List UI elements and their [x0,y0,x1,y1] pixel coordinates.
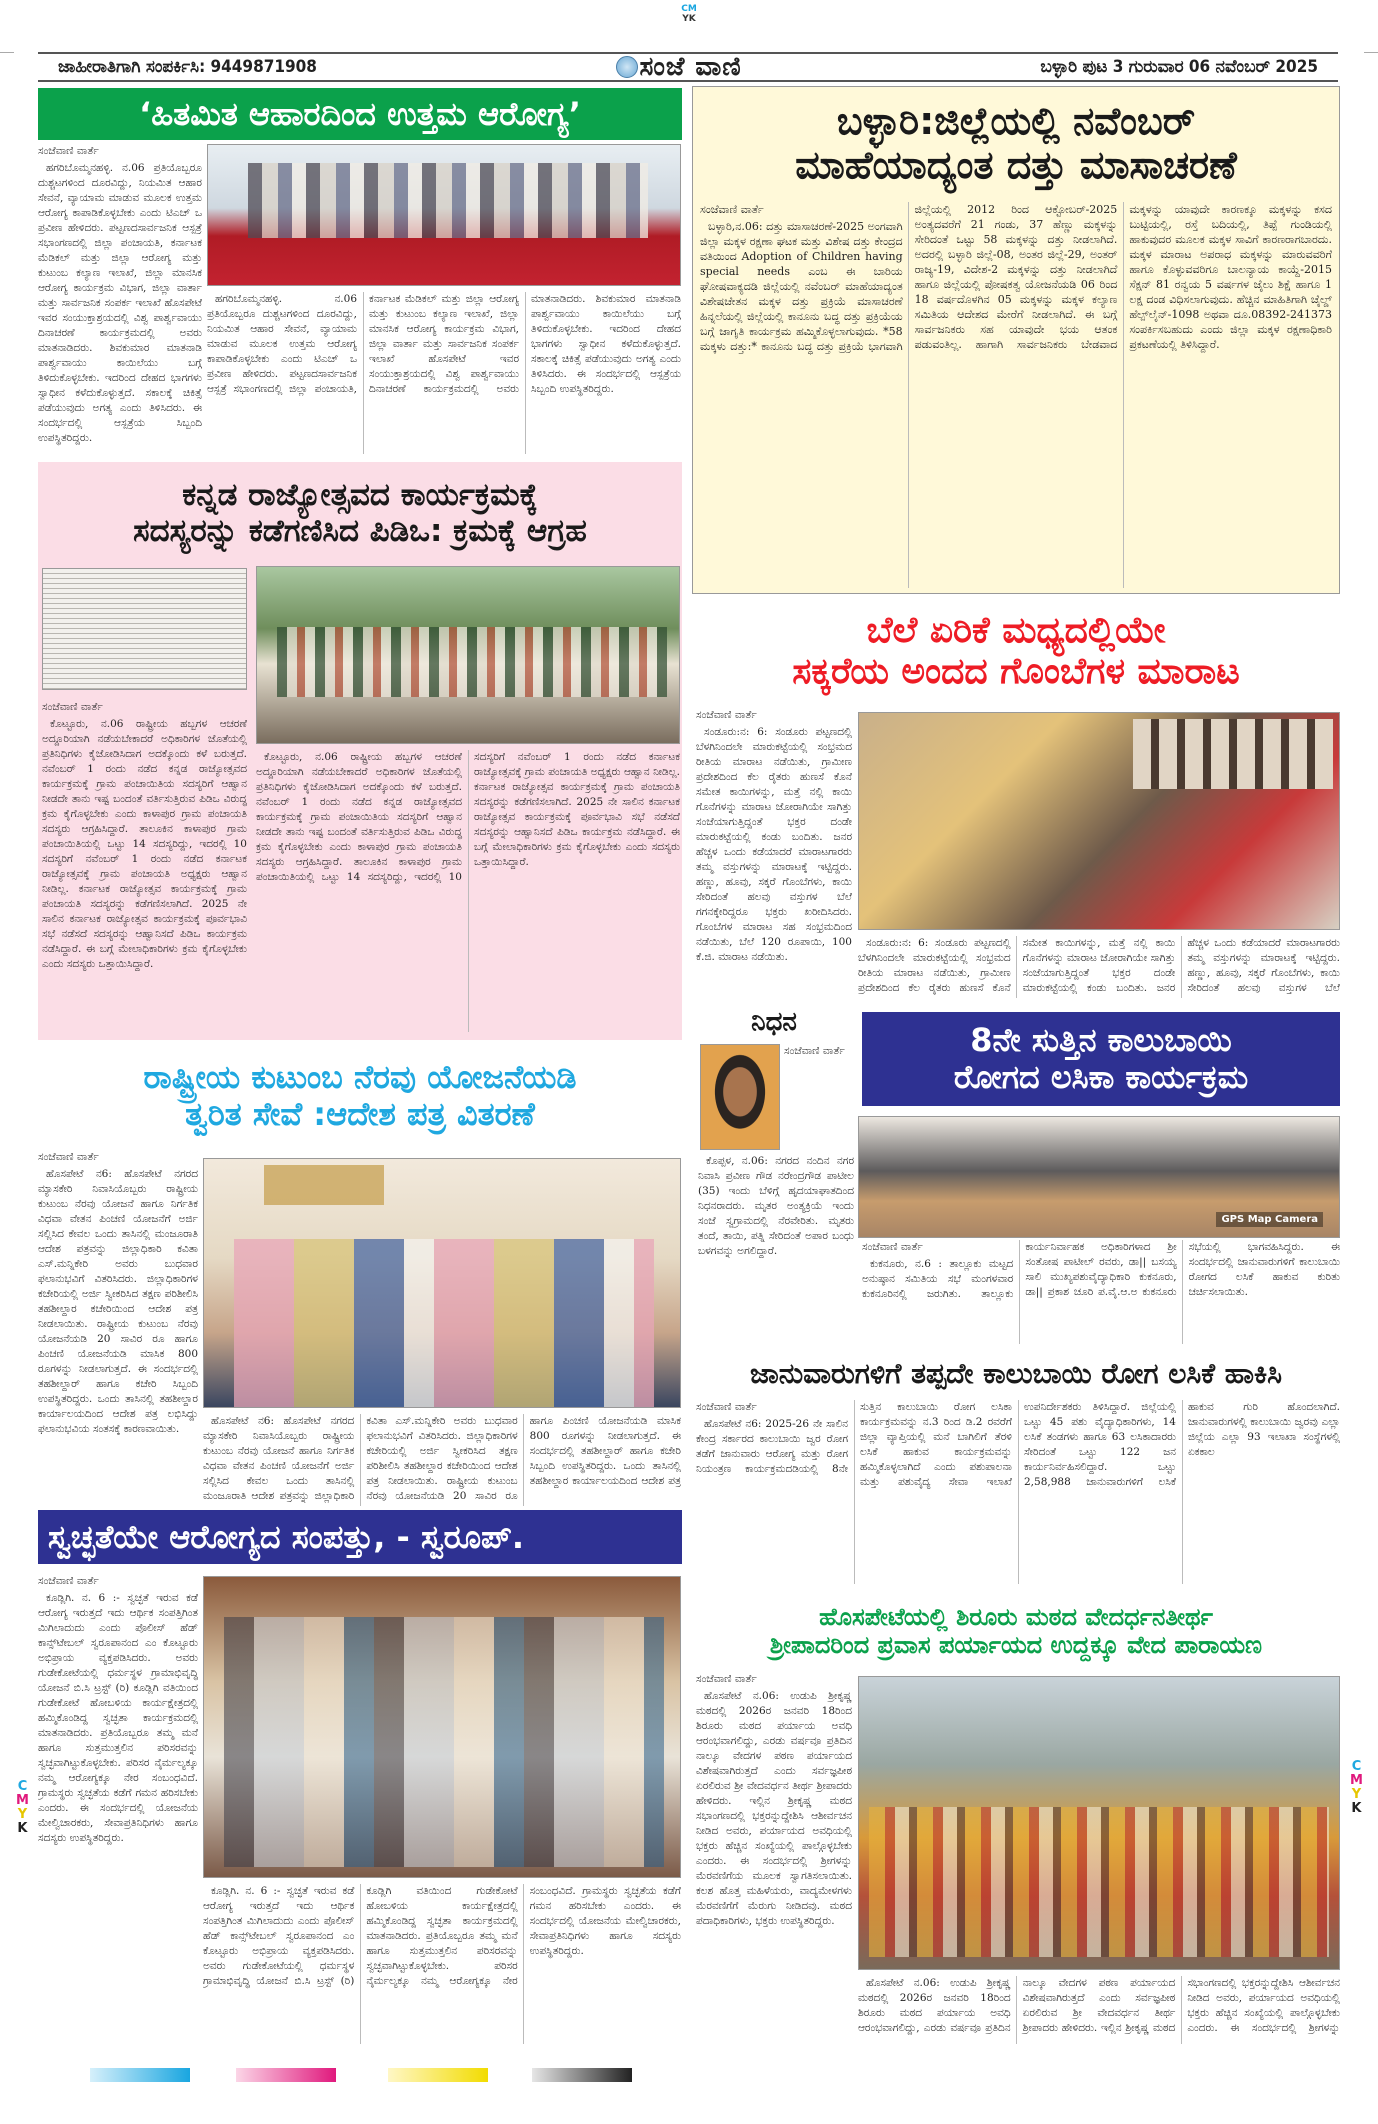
headline-healthy-food: ‘ಹಿತಮಿತ ಆಹಾರದಿಂದ ಉತ್ತಮ ಆರೋಗ್ಯ’ [38,88,682,140]
cmyk-yellow-black: YK [682,14,696,24]
byline: ಸಂಜೆವಾಣಿ ವಾರ್ತೆ [862,1241,923,1253]
photo-people [224,1617,664,1867]
article-text: ಹೊಸಪೇಟೆ ನ.06: ಉಡುಪಿ ಶ್ರೀಕೃಷ್ಣ ಮಠದಲ್ಲಿ 2026ರ ಜನವರಿ 18ರಿಂದ ಶಿರೂರು ಮಠದ ಪರ್ಯಾಯ ಅವಧಿ ಆರಂಭವಾಗಲಿದ್ದು, ಎರಡು ವರ್ಷವೂ ಪ್ರತಿದಿನ ನಾಲ್ಕೂ ವೇದಗಳ ಪಠಣ ಪರ್ಯಾಯದ ವಿಶೇಷವಾಗಿರುತ್ತದೆ ಎಂದು ಸರ್ವಜ್ಞಪೀಠ ಏರಲಿರುವ ಶ್ರೀ ವೇದವರ್ಧನ ತೀರ್ಥ ಶ್ರೀಪಾದರು ಹೇಳಿದರು. ಇಲ್ಲಿನ ಶ್ರೀಕೃಷ್ಣ ಮಠದ ಸಭಾಂಗಣದಲ್ಲಿ ಭಕ್ತರನ್ನುದ್ದೇಶಿಸಿ ಆಶೀರ್ವಚನ ನೀಡಿದ ಅವರು, ಪರ್ಯಾಯದ ಅವಧಿಯಲ್ಲಿ ಭಕ್ತರು ಹೆಚ್ಚಿನ ಸಂಖ್ಯೆಯಲ್ಲಿ ಪಾಲ್ಗೊಳ್ಳಬೇಕು ಎಂದರು. ಈ ಸಂದರ್ಭದಲ್ಲಿ ಶ್ರೀಗಳನ್ನು ಮೆರವಣಿಗೆಯ ಮೂಲಕ ಸ್ವಾಗತಿಸಲಾಯಿತು. ಕಲಶ ಹೊತ್ತ ಮಹಿಳೆಯರು, ವಾದ್ಯಮೇಳಗಳು ಮೆರವಣಿಗೆಗೆ ಮೆರುಗು ನೀಡಿದವು. ಮಠದ ಪದಾಧಿಕಾರಿಗಳು, ಭಕ್ತರು ಉಪಸ್ಥಿತರಿದ್ದರು. [696,1690,852,1927]
photo-procession [858,1676,1340,1970]
photo-complaint-letter [42,568,247,690]
edition-info: ಬಳ್ಳಾರಿ ಪುಟ 3 ಗುರುವಾರ 06 ನವೆಂಬರ್ 2025 [1040,57,1318,77]
masthead [38,52,1338,82]
headline-line-1: ಹೊಸಪೇಟೆಯಲ್ಲಿ ಶಿರೂರು ಮಠದ ವೇದರ್ಧನತೀರ್ಥ [819,1603,1213,1632]
photo-market [858,712,1340,930]
black-bar [532,2068,632,2082]
article-text-continued: ಹೊಸಪೇಟೆ ನ.06: ಉಡುಪಿ ಶ್ರೀಕೃಷ್ಣ ಮಠದಲ್ಲಿ 2026ರ ಜನವರಿ 18ರಿಂದ ಶಿರೂರು ಮಠದ ಪರ್ಯಾಯ ಅವಧಿ ಆರಂಭವಾಗಲಿದ್ದು, ಎರಡು ವರ್ಷವೂ ಪ್ರತಿದಿನ ನಾಲ್ಕೂ ವೇದಗಳ ಪಠಣ ಪರ್ಯಾಯದ ವಿಶೇಷವಾಗಿರುತ್ತದೆ ಎಂದು ಸರ್ವಜ್ಞಪೀಠ ಏರಲಿರುವ ಶ್ರೀ ವೇದವರ್ಧನ ತೀರ್ಥ ಶ್ರೀಪಾದರು ಹೇಳಿದರು. ಇಲ್ಲಿನ ಶ್ರೀಕೃಷ್ಣ ಮಠದ ಸಭಾಂಗಣದಲ್ಲಿ ಭಕ್ತರನ್ನುದ್ದೇಶಿಸಿ ಆಶೀರ್ವಚನ ನೀಡಿದ ಅವರು, ಪರ್ಯಾಯದ ಅವಧಿಯಲ್ಲಿ ಭಕ್ತರು ಹೆಚ್ಚಿನ ಸಂಖ್ಯೆಯಲ್ಲಿ ಪಾಲ್ಗೊಳ್ಳಬೇಕು ಎಂದರು. ಈ ಸಂದರ್ಭದಲ್ಲಿ ಶ್ರೀಗಳನ್ನು [858,1977,1340,2034]
article-body-healthy-food-col1 [38,144,202,454]
article-body-veda-col1 [696,1672,852,2044]
photo-cleanliness-event [203,1576,681,1878]
byline: ಸಂಜೆವಾಣಿ ವಾರ್ತೆ [784,1045,845,1057]
magenta-bar [236,2068,336,2082]
cyan-bar [90,2068,190,2082]
article-body-family-aid-col2 [203,1414,681,1506]
article-body-sugar-toys-col2 [858,936,1340,998]
byline: ಸಂಜೆವಾಣಿ ವಾರ್ತೆ [696,1673,757,1685]
obituary-body [698,1154,854,1344]
color-calibration-bars [0,2068,1378,2082]
globe-icon [616,56,638,78]
article-text: ಹಗರಿಬೊಮ್ಮನಹಳ್ಳಿ. ನ.06 ಪ್ರತಿಯೊಬ್ಬರೂ ದುಶ್ಚಟಗಳಿಂದ ದೂರವಿದ್ದು, ನಿಯಮಿತ ಆಹಾರ ಸೇವನೆ, ವ್ಯಾಯಾಮ ಮಾಡುವ ಮೂಲಕ ಉತ್ತಮ ಆರೋಗ್ಯ ಕಾಪಾಡಿಕೊಳ್ಳಬೇಕು ಎಂದು ಟಿಎಚ್ ಒ ಪ್ರವೀಣ ಹೇಳಿದರು. ಪಟ್ಟಣದಸಾರ್ವಜನಿಕ ಆಸ್ಪತ್ರೆ ಸಭಾಂಗಣದಲ್ಲಿ ಜಿಲ್ಲಾ ಪಂಚಾಯತಿ, ಕರ್ನಾಟಕ ಮೆಡಿಕಲ್ ಮತ್ತು ಜಿಲ್ಲಾ ಆರೋಗ್ಯ ಮತ್ತು ಕುಟುಂಬ ಕಲ್ಯಾಣ ಇಲಾಖೆ, ಜಿಲ್ಲಾ ಮಾನಸಿಕ ಆರೋಗ್ಯ ಕಾರ್ಯಕ್ರಮ ವಿಭಾಗ, ಜಿಲ್ಲಾ ವಾರ್ತಾ ಮತ್ತು ಸಾರ್ವಜನಿಕ ಸಂಪರ್ಕ ಇಲಾಖೆ ಹೊಸಪೇಟೆ ಇವರ ಸಂಯುಕ್ತಾಶ್ರಯದಲ್ಲಿ ವಿಶ್ವ ಪಾರ್ಶ್ವವಾಯು ದಿನಾಚರಣೆ ಕಾರ್ಯಕ್ರಮದಲ್ಲಿ ಅವರು ಮಾತನಾಡಿದರು. ಶಿವಕುಮಾರ ಮಾತನಾಡಿ ಪಾರ್ಶ್ವವಾಯು ಕಾಯಿಲೆಯು ಬಗ್ಗೆ ತಿಳಿದುಕೊಳ್ಳಬೇಕು. ಇದರಿಂದ ದೇಹದ ಭಾಗಗಳು ಸ್ವಾಧೀನ ಕಳೆದುಕೊಳ್ಳುತ್ತದೆ. ಸಕಾಲಕ್ಕೆ ಚಿಕಿತ್ಸೆ ಪಡೆಯುವುದು ಅಗತ್ಯ ಎಂದು ತಿಳಿಸಿದರು. ಈ ಸಂದರ್ಭದಲ್ಲಿ ಆಸ್ಪತ್ರೆಯ ಸಿಬ್ಬಂದಿ ಉಪಸ್ಥಿತರಿದ್ದರು. [38,162,202,444]
crop-mark-left [0,52,14,53]
obituary-text: ಕೊಪ್ಪಳ, ನ.06: ನಗರದ ನಂದಿನ ನಗರ ನಿವಾಸಿ ಪ್ರವೀಣ ಗೌಡ ನರೇಂದ್ರಗೌಡ ಪಾಟೀಲ (35) ಇಂದು ಬೆಳಿಗ್ಗೆ ಹೃದಯಾಘಾತದಿಂದ ನಿಧನರಾದರು. ಮೃತರ ಅಂತ್ಯಕ್ರಿಯೆ ಇಂದು ಸಂಜೆ ಸ್ವಗ್ರಾಮದಲ್ಲಿ ನೆರವೇರಿತು. ಮೃತರು ತಂದೆ, ತಾಯಿ, ಪತ್ನಿ ಸೇರಿದಂತೆ ಅಪಾರ ಬಂಧು ಬಳಗವನ್ನು ಅಗಲಿದ್ದಾರೆ. [698,1155,854,1257]
headline-adoption [692,92,1340,196]
article-text-continued: ಸಂಡೂರು:ನ: 6: ಸಂಡೂರು ಪಟ್ಟಣದಲ್ಲಿ ಬೆಳಗಿನಿಂದಲೇ ಮಾರುಕಟ್ಟೆಯಲ್ಲಿ ಸಂಭ್ರಮದ ರೀತಿಯ ಮಾರಾಟ ನಡೆಯಿತು, ಗ್ರಾಮೀಣ ಪ್ರದೇಶದಿಂದ ಕೆಲ ರೈತರು ಹುಣಸೆ ಕೊನೆ ಸಮೇತ ಕಾಯಿಗಳನ್ನು, ಮತ್ತೆ ನಲ್ಲಿ ಕಾಯಿ ಗೊನೆಗಳನ್ನು ಮಾರಾಟ ಜೋರಾಗಿಯೇ ಸಾಗಿತ್ತು ಸಂಜೆಯಾಗುತ್ತಿದ್ದಂತೆ ಭಕ್ತರ ದಂಡೇ ಮಾರುಕಟ್ಟೆಯಲ್ಲಿ ಕಂಡು ಬಂದಿತು. ಜನರ ಹೆಚ್ಚಳ ಒಂದು ಕಡೆಯಾದರೆ ಮಾರಾಟಗಾರರು ತಮ್ಮ ವಸ್ತುಗಳನ್ನು ಮಾರಾಟಕ್ಕೆ ಇಟ್ಟಿದ್ದರು. ಹಣ್ಣು, ಹೂವು, ಸಕ್ಕರೆ ಗೊಂಬೆಗಳು, ಕಾಯಿ ಸೇರಿದಂತೆ ಹಲವು ವಸ್ತುಗಳ ಬೆಲೆ [858,937,1340,994]
headline-fmd-round [862,1012,1340,1106]
byline: ಸಂಜೆವಾಣಿ ವಾರ್ತೆ [38,1151,99,1163]
byline: ಸಂಜೆವಾಣಿ ವಾರ್ತೆ [42,701,103,713]
photo-banners [1133,719,1333,789]
article-text-continued: ಹೊಸಪೇಟೆ ನ6: ಹೊಸಪೇಟೆ ನಗರದ ಮ್ಯಾಸಕೇರಿ ನಿವಾಸಿಯೊಬ್ಬರು ರಾಷ್ಟ್ರೀಯ ಕುಟುಂಬ ನೆರವು ಯೋಜನೆ ಹಾಗೂ ನಿರ್ಗತಿಕ ವಿಧವಾ ವೇತನ ಪಿಂಚಣಿ ಯೋಜನೆಗೆ ಅರ್ಜಿ ಸಲ್ಲಿಸಿದ ಕೇವಲ ಒಂದು ತಾಸಿನಲ್ಲಿ ಮಂಜೂರಾತಿ ಆದೇಶ ಪತ್ರವನ್ನು ಜಿಲ್ಲಾಧಿಕಾರಿ ಕವಿತಾ ಎಸ್.ಮನ್ನಿಕೇರಿ ಅವರು ಬುಧವಾರ ಫಲಾನುಭವಿಗೆ ವಿತರಿಸಿದರು. ಜಿಲ್ಲಾಧಿಕಾರಿಗಳ ಕಚೇರಿಯಲ್ಲಿ ಅರ್ಜಿ ಸ್ವೀಕರಿಸಿದ ತಕ್ಷಣ ಪರಿಶೀಲಿಸಿ ತಹಶೀಲ್ದಾರ ಕಚೇರಿಯಿಂದ ಆದೇಶ ಪತ್ರ ನೀಡಲಾಯಿತು. ರಾಷ್ಟ್ರೀಯ ಕುಟುಂಬ ನೆರವು ಯೋಜನೆಯಡಿ 20 ಸಾವಿರ ರೂ ಹಾಗೂ ಪಿಂಚಣಿ ಯೋಜನೆಯಡಿ ಮಾಸಿಕ 800 ರೂಗಳನ್ನು ನೀಡಲಾಗುತ್ತದೆ. ಈ ಸಂದರ್ಭದಲ್ಲಿ ತಹಶೀಲ್ದಾರ್ ಹಾಗೂ ಕಚೇರಿ ಸಿಬ್ಬಂದಿ ಉಪಸ್ಥಿತರಿದ್ದರು. ಒಂದು ತಾಸಿನಲ್ಲಿ ತಹಶೀಲ್ದಾರ ಕಾರ್ಯಾಲಯದಿಂದ ಆದೇಶ ಪತ್ರ [203,1415,681,1502]
headline-family-aid [38,1046,682,1146]
photo-health-event [207,144,681,286]
yellow-bar [388,2068,488,2082]
headline-sugar-toys [692,598,1340,704]
obituary-body-col1 [784,1044,854,1152]
headline-line-2: ಶ್ರೀಪಾದರಿಂದ ಪ್ರವಾಸ ಪರ್ಯಾಯದ ಉದ್ದಕ್ಕೂ ವೇದ ಪಾರಾಯಣ [769,1631,1263,1659]
byline: ಸಂಜೆವಾಣಿ ವಾರ್ತೆ [696,709,757,721]
headline-line-2: ಮಾಹೆಯಾದ್ಯಂತ ದತ್ತು ಮಾಸಾಚರಣೆ [795,143,1237,187]
article-body-family-aid-col1 [38,1150,198,1505]
side-registration-right: C M Y K [1350,1759,1363,1816]
headline-vaccinate: ಜಾನುವಾರುಗಳಿಗೆ ತಪ್ಪದೇ ಕಾಲುಬಾಯಿ ರೋಗ ಲಸಿಕೆ ಹಾಕಿಸಿ [750,1356,1282,1390]
byline: ಸಂಜೆವಾಣಿ ವಾರ್ತೆ [38,1575,99,1587]
article-body-vaccinate [696,1400,1340,1584]
photo-crowd [869,1807,1329,1957]
article-text: ಕೂಡ್ಲಿಗಿ. ನ. 6 :- ಸ್ವಚ್ಛತೆ ಇರುವ ಕಡೆ ಆರೋಗ್ಯ ಇರುತ್ತದೆ ಇದು ಆರ್ಥಿಕ ಸಂಪತ್ತಿಗಿಂತ ಮಿಗಿಲಾದುದು ಎಂದು ಪೊಲೀಸ್ ಹೆಡ್ ಕಾನ್ಸ್‌ಟೇಬಲ್ ಸ್ವರೂಪಾನಂದ ಎಂ ಕೊಟ್ಟೂರು ಅಭಿಪ್ರಾಯ ವ್ಯಕ್ತಪಡಿಸಿದರು. ಅವರು ಗುಡೇಕೋಟೆಯಲ್ಲಿ ಧರ್ಮಸ್ಥಳ ಗ್ರಾಮಾಭಿವೃದ್ಧಿ ಯೋಜನೆ ಬಿ.ಸಿ ಟ್ರಸ್ಟ್ (ರಿ) ಕೂಡ್ಲಿಗಿ ವತಿಯಿಂದ ಗುಡೇಕೋಟೆ ಹೋಬಳಿಯ ಕಾರ್ಯಕ್ಷೇತ್ರದಲ್ಲಿ ಹಮ್ಮಿಕೊಂಡಿದ್ದ ಸ್ವಚ್ಛತಾ ಕಾರ್ಯಕ್ರಮದಲ್ಲಿ ಮಾತನಾಡಿದರು. ಪ್ರತಿಯೊಬ್ಬರೂ ತಮ್ಮ ಮನೆ ಹಾಗೂ ಸುತ್ತಮುತ್ತಲಿನ ಪರಿಸರವನ್ನು ಸ್ವಚ್ಛವಾಗಿಟ್ಟುಕೊಳ್ಳಬೇಕು. ಪರಿಸರ ನೈರ್ಮಲ್ಯಕ್ಕೂ ನಮ್ಮ ಆರೋಗ್ಯಕ್ಕೂ ನೇರ ಸಂಬಂಧವಿದೆ. ಗ್ರಾಮಸ್ಥರು ಸ್ವಚ್ಛತೆಯ ಕಡೆಗೆ ಗಮನ ಹರಿಸಬೇಕು ಎಂದರು. ಈ ಸಂದರ್ಭದಲ್ಲಿ ಯೋಜನೆಯ ಮೇಲ್ವಿಚಾರಕರು, ಸೇವಾಪ್ರತಿನಿಧಿಗಳು ಹಾಗೂ ಸದಸ್ಯರು ಉಪಸ್ಥಿತರಿದ್ದರು. [38,1592,198,1844]
article-text: ಹೊಸಪೇಟೆ ನ6: 2025-26 ನೇ ಸಾಲಿನ ಕೇಂದ್ರ ಸರ್ಕಾರದ ಕಾಲುಬಾಯಿ ಜ್ವರ ರೋಗ ತಡೆಗೆ ಜಾನುವಾರು ಆರೋಗ್ಯ ಮತ್ತು ರೋಗ ನಿಯಂತ್ರಣ ಕಾರ್ಯಕ್ರಮದಡಿಯಲ್ಲಿ 8ನೇ ಸುತ್ತಿನ ಕಾಲುಬಾಯಿ ರೋಗ ಲಸಿಕಾ ಕಾರ್ಯಕ್ರಮವನ್ನು ನ.3 ರಿಂದ ಡಿ.2 ರವರೆಗೆ ಜಿಲ್ಲಾ ವ್ಯಾಪ್ತಿಯಲ್ಲಿ ಮನೆ ಬಾಗಿಲಿಗೆ ತೆರಳಿ ಲಸಿಕೆ ಹಾಕುವ ಕಾರ್ಯಕ್ರಮವನ್ನು ಹಮ್ಮಿಕೊಳ್ಳಲಾಗಿದೆ ಎಂದು ಪಶುಪಾಲನಾ ಮತ್ತು ಪಶುವೈದ್ಯ ಸೇವಾ ಇಲಾಖೆ ಉಪನಿರ್ದೇಶಕರು ತಿಳಿಸಿದ್ದಾರೆ. ಜಿಲ್ಲೆಯಲ್ಲಿ ಒಟ್ಟು 45 ಪಶು ವೈದ್ಯಾಧಿಕಾರಿಗಳು, 14 ಲಸಿಕೆ ತಂಡಗಳು ಹಾಗೂ 63 ಲಸಿಕಾದಾರರು ಸೇರಿದಂತೆ ಒಟ್ಟು 122 ಜನ ಕಾರ್ಯನಿರ್ವಹಿಸಲಿದ್ದಾರೆ. ಒಟ್ಟು 2,58,988 ಜಾನುವಾರುಗಳಿಗೆ ಲಸಿಕೆ ಹಾಕುವ ಗುರಿ ಹೊಂದಲಾಗಿದೆ. ಜಾನುವಾರುಗಳಲ್ಲಿ ಕಾಲುಬಾಯಿ ಜ್ವರವು ಎಲ್ಲಾ ಜಿಲ್ಲೆಯ ಎಲ್ಲಾ 93 ಇಲಾಖಾ ಸಂಸ್ಥೆಗಳಲ್ಲಿ ಏಕಕಾಲ [696,1401,1340,1488]
side-registration-left: C M Y K [16,1779,29,1836]
article-text: ಕುಕನೂರು, ನ.6 : ತಾಲ್ಲೂಕು ಮಟ್ಟದ ಅನುಷ್ಠಾನ ಸಮಿತಿಯ ಸಭೆ ಮಂಗಳವಾರ ಕುಕನೂರಿನಲ್ಲಿ ಜರುಗಿತು. ತಾಲ್ಲೂಕು ಕಾರ್ಯನಿರ್ವಾಹಕ ಅಧಿಕಾರಿಗಳಾದ ಶ್ರೀ ಸಂತೋಷ ಪಾಟೀಲ್ ರವರು, ಡಾ|| ಬಸಯ್ಯ ಸಾಲಿ ಮುಖ್ಯಪಶುವೈದ್ಯಾಧಿಕಾರಿ ಕುಕನೂರು, ಡಾ|| ಪ್ರಕಾಶ ಚೂರಿ ಪ.ವೈ.ಆ.ಅ ಕುಕನೂರು ಸಭೆಯಲ್ಲಿ ಭಾಗವಹಿಸಿದ್ದರು. ಈ ಸಂದರ್ಭದಲ್ಲಿ ಜಾನುವಾರುಗಳಿಗೆ ಕಾಲುಬಾಯಿ ರೋಗದ ಲಸಿಕೆ ಹಾಕುವ ಕುರಿತು ಚರ್ಚಿಸಲಾಯಿತು. [862,1241,1340,1300]
article-text: ಹೊಸಪೇಟೆ ನ6: ಹೊಸಪೇಟೆ ನಗರದ ಮ್ಯಾಸಕೇರಿ ನಿವಾಸಿಯೊಬ್ಬರು ರಾಷ್ಟ್ರೀಯ ಕುಟುಂಬ ನೆರವು ಯೋಜನೆ ಹಾಗೂ ನಿರ್ಗತಿಕ ವಿಧವಾ ವೇತನ ಪಿಂಚಣಿ ಯೋಜನೆಗೆ ಅರ್ಜಿ ಸಲ್ಲಿಸಿದ ಕೇವಲ ಒಂದು ತಾಸಿನಲ್ಲಿ ಮಂಜೂರಾತಿ ಆದೇಶ ಪತ್ರವನ್ನು ಜಿಲ್ಲಾಧಿಕಾರಿ ಕವಿತಾ ಎಸ್.ಮನ್ನಿಕೇರಿ ಅವರು ಬುಧವಾರ ಫಲಾನುಭವಿಗೆ ವಿತರಿಸಿದರು. ಜಿಲ್ಲಾಧಿಕಾರಿಗಳ ಕಚೇರಿಯಲ್ಲಿ ಅರ್ಜಿ ಸ್ವೀಕರಿಸಿದ ತಕ್ಷಣ ಪರಿಶೀಲಿಸಿ ತಹಶೀಲ್ದಾರ ಕಚೇರಿಯಿಂದ ಆದೇಶ ಪತ್ರ ನೀಡಲಾಯಿತು. ರಾಷ್ಟ್ರೀಯ ಕುಟುಂಬ ನೆರವು ಯೋಜನೆಯಡಿ 20 ಸಾವಿರ ರೂ ಹಾಗೂ ಪಿಂಚಣಿ ಯೋಜನೆಯಡಿ ಮಾಸಿಕ 800 ರೂಗಳನ್ನು ನೀಡಲಾಗುತ್ತದೆ. ಈ ಸಂದರ್ಭದಲ್ಲಿ ತಹಶೀಲ್ದಾರ್ ಹಾಗೂ ಕಚೇರಿ ಸಿಬ್ಬಂದಿ ಉಪಸ್ಥಿತರಿದ್ದರು. ಒಂದು ತಾಸಿನಲ್ಲಿ ತಹಶೀಲ್ದಾರ ಕಾರ್ಯಾಲಯದಿಂದ ಆದೇಶ ಪತ್ರ ಲಭಿಸಿದ್ದು ಫಲಾನುಭವಿಯ ಸಂತಸಕ್ಕೆ ಕಾರಣವಾಯಿತು. [38,1168,198,1435]
headline-line-2: ಸದಸ್ಯರನ್ನು ಕಡೆಗಣಿಸಿದ ಪಿಡಿಒ: ಕ್ರಮಕ್ಕೆ ಆಗ್ರಹ [133,513,587,549]
gps-camera-watermark: GPS Map Camera [1216,1212,1323,1227]
byline: ಸಂಜೆವಾಣಿ ವಾರ್ತೆ [696,1401,757,1413]
logo-text: ಸಂಜೆ ವಾಣಿ [639,51,742,82]
registration-mark [676,4,702,24]
byline: ಸಂಜೆವಾಣಿ ವಾರ್ತೆ [700,203,764,216]
article-body-cleanliness-col1 [38,1574,198,2044]
headline-line-2: ತ್ವರಿತ ಸೇವೆ :ಆದೇಶ ಪತ್ರ ವಿತರಣೆ [185,1095,535,1133]
article-body-adoption [700,202,1332,588]
article-text-continued: ಕೂಡ್ಲಿಗಿ. ನ. 6 :- ಸ್ವಚ್ಛತೆ ಇರುವ ಕಡೆ ಆರೋಗ್ಯ ಇರುತ್ತದೆ ಇದು ಆರ್ಥಿಕ ಸಂಪತ್ತಿಗಿಂತ ಮಿಗಿಲಾದುದು ಎಂದು ಪೊಲೀಸ್ ಹೆಡ್ ಕಾನ್ಸ್‌ಟೇಬಲ್ ಸ್ವರೂಪಾನಂದ ಎಂ ಕೊಟ್ಟೂರು ಅಭಿಪ್ರಾಯ ವ್ಯಕ್ತಪಡಿಸಿದರು. ಅವರು ಗುಡೇಕೋಟೆಯಲ್ಲಿ ಧರ್ಮಸ್ಥಳ ಗ್ರಾಮಾಭಿವೃದ್ಧಿ ಯೋಜನೆ ಬಿ.ಸಿ ಟ್ರಸ್ಟ್ (ರಿ) ಕೂಡ್ಲಿಗಿ ವತಿಯಿಂದ ಗುಡೇಕೋಟೆ ಹೋಬಳಿಯ ಕಾರ್ಯಕ್ಷೇತ್ರದಲ್ಲಿ ಹಮ್ಮಿಕೊಂಡಿದ್ದ ಸ್ವಚ್ಛತಾ ಕಾರ್ಯಕ್ರಮದಲ್ಲಿ ಮಾತನಾಡಿದರು. ಪ್ರತಿಯೊಬ್ಬರೂ ತಮ್ಮ ಮನೆ ಹಾಗೂ ಸುತ್ತಮುತ್ತಲಿನ ಪರಿಸರವನ್ನು ಸ್ವಚ್ಛವಾಗಿಟ್ಟುಕೊಳ್ಳಬೇಕು. ಪರಿಸರ ನೈರ್ಮಲ್ಯಕ್ಕೂ ನಮ್ಮ ಆರೋಗ್ಯಕ್ಕೂ ನೇರ ಸಂಬಂಧವಿದೆ. ಗ್ರಾಮಸ್ಥರು ಸ್ವಚ್ಛತೆಯ ಕಡೆಗೆ ಗಮನ ಹರಿಸಬೇಕು ಎಂದರು. ಈ ಸಂದರ್ಭದಲ್ಲಿ ಯೋಜನೆಯ ಮೇಲ್ವಿಚಾರಕರು, ಸೇವಾಪ್ರತಿನಿಧಿಗಳು ಹಾಗೂ ಸದಸ್ಯರು ಉಪಸ್ಥಿತರಿದ್ದರು. [203,1885,681,1987]
headline-line-1: ರಾಷ್ಟ್ರೀಯ ಕುಟುಂಬ ನೆರವು ಯೋಜನೆಯಡಿ [143,1058,577,1097]
photo-meeting [858,1116,1340,1238]
headline-line-1: 8ನೇ ಸುತ್ತಿನ ಕಾಲುಬಾಯಿ [970,1021,1232,1060]
photo-people [234,1239,654,1407]
byline: ಸಂಜೆವಾಣಿ ವಾರ್ತೆ [38,145,99,157]
article-body-rajyotsava-col1 [42,700,247,1032]
crop-mark-right [1364,52,1378,53]
ad-contact: ಜಾಹೀರಾತಿಗಾಗಿ ಸಂಪರ್ಕಿಸಿ: 9449871908 [58,57,317,77]
photo-people-group [248,163,648,238]
headline-line-1: ಬೆಲೆ ಏರಿಕೆ ಮಧ್ಯದಲ್ಲಿಯೇ [866,609,1166,651]
article-body-healthy-food-col2 [207,292,681,454]
cmyk-cyan-magenta: CM [681,4,697,14]
photo-emblem [264,1165,384,1205]
article-body-rajyotsava-col2 [256,750,680,1032]
headline-line-2: ಸಕ್ಕರೆಯ ಅಂದದ ಗೊಂಬೆಗಳ ಮಾರಾಟ [792,651,1240,692]
headline-veda [692,1594,1340,1670]
article-text: ಬಳ್ಳಾರಿ,ನ.06: ದತ್ತು ಮಾಸಾಚರಣೆ-2025 ಅಂಗವಾಗಿ ಜಿಲ್ಲಾ ಮಕ್ಕಳ ರಕ್ಷಣಾ ಘಟಕ ಮತ್ತು ವಿಶೇಷ ದತ್ತು ಕೇಂದ್ರದ ವತಿಯಿಂದ Adoption of Children having special needs ಎಂಬ ಈ ಬಾರಿಯ ಘೋಷವಾಕ್ಯದಡಿ ಜಿಲ್ಲೆಯಲ್ಲಿ ನವೆಂಬರ್ ಮಾಹೆಯಾದ್ಯಂತ ವಿಶೇಷಚೇತನ ಮಕ್ಕಳ ದತ್ತು ಪ್ರಕ್ರಿಯೆ ಮಾಸಾಚರಣೆ ಹಿನ್ನಲೆಯಲ್ಲಿ ಜಿಲ್ಲೆಯಲ್ಲಿ ಕಾನೂನು ಬದ್ಧ ದತ್ತು ಪ್ರಕ್ರಿಯೆಯ ಬಗ್ಗೆ ಜಾಗೃತಿ ಕಾರ್ಯಕ್ರಮ ಹಮ್ಮಿಕೊಳ್ಳಲಾಗುವುದು. *58 ಮಕ್ಕಳು ದತ್ತು:* ಕಾನೂನು ಬದ್ಧ ದತ್ತು ಪ್ರಕ್ರಿಯೆ ಭಾಗವಾಗಿ ಜಿಲ್ಲೆಯಲ್ಲಿ 2012 ರಿಂದ ಆಕ್ಟೋಬರ್-2025 ಅಂತ್ಯದವರೆಗೆ 21 ಗಂಡು, 37 ಹೆಣ್ಣು ಮಕ್ಕಳನ್ನು ಸೇರಿದಂತೆ ಒಟ್ಟು 58 ಮಕ್ಕಳನ್ನು ದತ್ತು ನೀಡಲಾಗಿದೆ. ಅದರಲ್ಲಿ ಬಳ್ಳಾರಿ ಜಿಲ್ಲೆ-08, ಅಂತರ ಜಿಲ್ಲೆ-29, ಅಂತರ್ ರಾಜ್ಯ-19, ವಿದೇಶ-2 ಮಕ್ಕಳನ್ನು ದತ್ತು ನೀಡಲಾಗಿದೆ ಹಾಗೂ ಜಿಲ್ಲೆಯಲ್ಲಿ ಪೋಷಕತ್ವ ಯೋಜನೆಯಡಿ 06 ರಿಂದ 18 ವರ್ಷದೊಳಗಿನ 05 ಮಕ್ಕಳನ್ನು ಮಕ್ಕಳ ಕಲ್ಯಾಣ ಸಮಿತಿಯ ಆದೇಶದ ಮೇರೆಗೆ ನೀಡಲಾಗಿದೆ. ಈ ಬಗ್ಗೆ ಸಾರ್ವಜನಿಕರು ಸಹ ಯಾವುದೇ ಭಯ ಆತಂಕ ಪಡುವಂತಿಲ್ಲ. ಹಾಗಾಗಿ ಸಾರ್ವಜನಿಕರು ಬೇಡವಾದ ಮಕ್ಕಳನ್ನು ಯಾವುದೇ ಕಾರಣಕ್ಕೂ ಮಕ್ಕಳನ್ನು ಕಸದ ಬುಟ್ಟಿಯಲ್ಲಿ, ರಸ್ತೆ ಬದಿಯಲ್ಲಿ, ತಿಪ್ಪೆ ಗುಂಡಿಯಲ್ಲಿ ಹಾಕುವುದರ ಮೂಲಕ ಮಕ್ಕಳ ಸಾವಿಗೆ ಕಾರಣರಾಗಬಾರದು. ಮಕ್ಕಳ ಮಾರಾಟ ಅಪರಾಧ ಮಕ್ಕಳನ್ನು ಮಾರುವವರಿಗೆ ಹಾಗೂ ಕೊಳ್ಳುವವರಿಗೂ ಬಾಲನ್ಯಾಯ ಕಾಯ್ದೆ-2015 ಸೆಕ್ಷನ್ 81 ರನ್ವಯ 5 ವರ್ಷಗಳ ಜೈಲು ಶಿಕ್ಷೆ ಹಾಗೂ 1 ಲಕ್ಷ ದಂಡ ವಿಧಿಸಲಾಗುವುದು. ಹೆಚ್ಚಿನ ಮಾಹಿತಿಗಾಗಿ ಚೈಲ್ಡ್ ಹೆಲ್ಪ್‌ಲೈನ್-1098 ಅಥವಾ ದೂ.08392-241373 ಸಂಪರ್ಕಿಸಬಹುದು ಎಂದು ಜಿಲ್ಲಾ ಮಕ್ಕಳ ರಕ್ಷಣಾಧಿಕಾರಿ ಪ್ರಕಟಣೆಯಲ್ಲಿ ತಿಳಿಸಿದ್ದಾರೆ. [700,203,1332,353]
article-text-continued: ಕೊಟ್ಟೂರು, ನ.06 ರಾಷ್ಟ್ರೀಯ ಹಬ್ಬಗಳ ಆಚರಣೆ ಅದ್ದೂರಿಯಾಗಿ ನಡೆಯಬೇಕಾದರೆ ಅಧಿಕಾರಿಗಳ ಜೊತೆಯಲ್ಲಿ ಪ್ರತಿನಿಧಿಗಳು ಕೈಜೋಡಿಸಿದಾಗ ಅದಕ್ಕೊಂದು ಕಳೆ ಬರುತ್ತದೆ. ನವೆಂಬರ್ 1 ರಂದು ನಡೆದ ಕನ್ನಡ ರಾಜ್ಯೋತ್ಸವದ ಕಾರ್ಯಕ್ರಮಕ್ಕೆ ಗ್ರಾಮ ಪಂಚಾಯಿತಿಯ ಸದಸ್ಯರಿಗೆ ಆಹ್ವಾನ ನೀಡದೇ ತಾನು ಇಷ್ಟ ಬಂದಂತೆ ವರ್ತಿಸುತ್ತಿರುವ ಪಿಡಿಒ ವಿರುದ್ಧ ಕ್ರಮ ಕೈಗೊಳ್ಳಬೇಕು ಎಂದು ಕಾಳಾಪುರ ಗ್ರಾಮ ಪಂಚಾಯತಿ ಸದಸ್ಯರು ಆಗ್ರಹಿಸಿದ್ದಾರೆ. ತಾಲೂಕಿನ ಕಾಳಾಪುರ ಗ್ರಾಮ ಪಂಚಾಯಿತಿಯಲ್ಲಿ ಒಟ್ಟು 14 ಸದಸ್ಯರಿದ್ದು, ಇದರಲ್ಲಿ 10 ಸದಸ್ಯರಿಗೆ ನವೆಂಬರ್ 1 ರಂದು ನಡೆದ ಕರ್ನಾಟಕ ರಾಜ್ಯೋತ್ಸವಕ್ಕೆ ಗ್ರಾಮ ಪಂಚಾಯತಿ ಅಧ್ಯಕ್ಷರು ಆಹ್ವಾನ ನೀಡಿಲ್ಲ. ಕರ್ನಾಟಕ ರಾಜ್ಯೋತ್ಸವ ಕಾರ್ಯಕ್ರಮಕ್ಕೆ ಗ್ರಾಮ ಪಂಚಾಯತಿ ಸದಸ್ಯರನ್ನು ಕಡೆಗಣಿಸಲಾಗಿದೆ. 2025 ನೇ ಸಾಲಿನ ಕರ್ನಾಟಕ ರಾಜ್ಯೋತ್ಸವ ಕಾರ್ಯಕ್ರಮಕ್ಕೆ ಪೂರ್ವಭಾವಿ ಸಭೆ ನಡೆಸದೆ ಸದಸ್ಯರನ್ನು ಆಹ್ವಾನಿಸದೆ ಪಿಡಿಒ ಕಾರ್ಯಕ್ರಮ ನಡೆಸಿದ್ದಾರೆ. ಈ ಬಗ್ಗೆ ಮೇಲಾಧಿಕಾರಿಗಳು ಕ್ರಮ ಕೈಗೊಳ್ಳಬೇಕು ಎಂದು ಸದಸ್ಯರು ಒತ್ತಾಯಿಸಿದ್ದಾರೆ. [256,751,680,883]
newspaper-logo [616,52,742,83]
photo-order-distribution [203,1158,681,1408]
photo-people-row [277,627,667,697]
headline-rajyotsava [38,466,682,562]
headline-line-1: ಬಳ್ಳಾರಿ:ಜಿಲ್ಲೆಯಲ್ಲಿ ನವೆಂಬರ್ [836,99,1196,144]
headline-line-1: ಕನ್ನಡ ರಾಜ್ಯೋತ್ಸವದ ಕಾರ್ಯಕ್ರಮಕ್ಕೆ [182,477,538,514]
article-body-veda-col2 [858,1976,1340,2044]
article-text-continued: ಹಗರಿಬೊಮ್ಮನಹಳ್ಳಿ. ನ.06 ಪ್ರತಿಯೊಬ್ಬರೂ ದುಶ್ಚಟಗಳಿಂದ ದೂರವಿದ್ದು, ನಿಯಮಿತ ಆಹಾರ ಸೇವನೆ, ವ್ಯಾಯಾಮ ಮಾಡುವ ಮೂಲಕ ಉತ್ತಮ ಆರೋಗ್ಯ ಕಾಪಾಡಿಕೊಳ್ಳಬೇಕು ಎಂದು ಟಿಎಚ್ ಒ ಪ್ರವೀಣ ಹೇಳಿದರು. ಪಟ್ಟಣದಸಾರ್ವಜನಿಕ ಆಸ್ಪತ್ರೆ ಸಭಾಂಗಣದಲ್ಲಿ ಜಿಲ್ಲಾ ಪಂಚಾಯತಿ, ಕರ್ನಾಟಕ ಮೆಡಿಕಲ್ ಮತ್ತು ಜಿಲ್ಲಾ ಆರೋಗ್ಯ ಮತ್ತು ಕುಟುಂಬ ಕಲ್ಯಾಣ ಇಲಾಖೆ, ಜಿಲ್ಲಾ ಮಾನಸಿಕ ಆರೋಗ್ಯ ಕಾರ್ಯಕ್ರಮ ವಿಭಾಗ, ಜಿಲ್ಲಾ ವಾರ್ತಾ ಮತ್ತು ಸಾರ್ವಜನಿಕ ಸಂಪರ್ಕ ಇಲಾಖೆ ಹೊಸಪೇಟೆ ಇವರ ಸಂಯುಕ್ತಾಶ್ರಯದಲ್ಲಿ ವಿಶ್ವ ಪಾರ್ಶ್ವವಾಯು ದಿನಾಚರಣೆ ಕಾರ್ಯಕ್ರಮದಲ್ಲಿ ಅವರು ಮಾತನಾಡಿದರು. ಶಿವಕುಮಾರ ಮಾತನಾಡಿ ಪಾರ್ಶ್ವವಾಯು ಕಾಯಿಲೆಯು ಬಗ್ಗೆ ತಿಳಿದುಕೊಳ್ಳಬೇಕು. ಇದರಿಂದ ದೇಹದ ಭಾಗಗಳು ಸ್ವಾಧೀನ ಕಳೆದುಕೊಳ್ಳುತ್ತದೆ. ಸಕಾಲಕ್ಕೆ ಚಿಕಿತ್ಸೆ ಪಡೆಯುವುದು ಅಗತ್ಯ ಎಂದು ತಿಳಿಸಿದರು. ಈ ಸಂದರ್ಭದಲ್ಲಿ ಆಸ್ಪತ್ರೆಯ ಸಿಬ್ಬಂದಿ ಉಪಸ್ಥಿತರಿದ್ದರು. [207,293,681,395]
article-body-fmd-round [862,1240,1340,1344]
obituary-heading: ನಿಧನ [751,1007,797,1038]
article-body-sugar-toys-col1 [696,708,852,998]
obituary-portrait [700,1044,780,1150]
headline-cleanliness: ಸ್ವಚ್ಛತೆಯೇ ಆರೋಗ್ಯದ ಸಂಪತ್ತು, - ಸ್ವರೂಪ್. [38,1510,682,1564]
article-body-cleanliness-col2 [203,1884,681,2044]
photo-panchayat-members [256,566,680,744]
article-text: ಕೊಟ್ಟೂರು, ನ.06 ರಾಷ್ಟ್ರೀಯ ಹಬ್ಬಗಳ ಆಚರಣೆ ಅದ್ದೂರಿಯಾಗಿ ನಡೆಯಬೇಕಾದರೆ ಅಧಿಕಾರಿಗಳ ಜೊತೆಯಲ್ಲಿ ಪ್ರತಿನಿಧಿಗಳು ಕೈಜೋಡಿಸಿದಾಗ ಅದಕ್ಕೊಂದು ಕಳೆ ಬರುತ್ತದೆ. ನವೆಂಬರ್ 1 ರಂದು ನಡೆದ ಕನ್ನಡ ರಾಜ್ಯೋತ್ಸವದ ಕಾರ್ಯಕ್ರಮಕ್ಕೆ ಗ್ರಾಮ ಪಂಚಾಯಿತಿಯ ಸದಸ್ಯರಿಗೆ ಆಹ್ವಾನ ನೀಡದೇ ತಾನು ಇಷ್ಟ ಬಂದಂತೆ ವರ್ತಿಸುತ್ತಿರುವ ಪಿಡಿಒ ವಿರುದ್ಧ ಕ್ರಮ ಕೈಗೊಳ್ಳಬೇಕು ಎಂದು ಕಾಳಾಪುರ ಗ್ರಾಮ ಪಂಚಾಯತಿ ಸದಸ್ಯರು ಆಗ್ರಹಿಸಿದ್ದಾರೆ. ತಾಲೂಕಿನ ಕಾಳಾಪುರ ಗ್ರಾಮ ಪಂಚಾಯಿತಿಯಲ್ಲಿ ಒಟ್ಟು 14 ಸದಸ್ಯರಿದ್ದು, ಇದರಲ್ಲಿ 10 ಸದಸ್ಯರಿಗೆ ನವೆಂಬರ್ 1 ರಂದು ನಡೆದ ಕರ್ನಾಟಕ ರಾಜ್ಯೋತ್ಸವಕ್ಕೆ ಗ್ರಾಮ ಪಂಚಾಯತಿ ಅಧ್ಯಕ್ಷರು ಆಹ್ವಾನ ನೀಡಿಲ್ಲ. ಕರ್ನಾಟಕ ರಾಜ್ಯೋತ್ಸವ ಕಾರ್ಯಕ್ರಮಕ್ಕೆ ಗ್ರಾಮ ಪಂಚಾಯತಿ ಸದಸ್ಯರನ್ನು ಕಡೆಗಣಿಸಲಾಗಿದೆ. 2025 ನೇ ಸಾಲಿನ ಕರ್ನಾಟಕ ರಾಜ್ಯೋತ್ಸವ ಕಾರ್ಯಕ್ರಮಕ್ಕೆ ಪೂರ್ವಭಾವಿ ಸಭೆ ನಡೆಸದೆ ಸದಸ್ಯರನ್ನು ಆಹ್ವಾನಿಸದೆ ಪಿಡಿಒ ಕಾರ್ಯಕ್ರಮ ನಡೆಸಿದ್ದಾರೆ. ಈ ಬಗ್ಗೆ ಮೇಲಾಧಿಕಾರಿಗಳು ಕ್ರಮ ಕೈಗೊಳ್ಳಬೇಕು ಎಂದು ಸದಸ್ಯರು ಒತ್ತಾಯಿಸಿದ್ದಾರೆ. [42,718,247,970]
headline-line-2: ರೋಗದ ಲಸಿಕಾ ಕಾರ್ಯಕ್ರಮ [953,1058,1249,1096]
article-text: ಸಂಡೂರು:ನ: 6: ಸಂಡೂರು ಪಟ್ಟಣದಲ್ಲಿ ಬೆಳಗಿನಿಂದಲೇ ಮಾರುಕಟ್ಟೆಯಲ್ಲಿ ಸಂಭ್ರಮದ ರೀತಿಯ ಮಾರಾಟ ನಡೆಯಿತು, ಗ್ರಾಮೀಣ ಪ್ರದೇಶದಿಂದ ಕೆಲ ರೈತರು ಹುಣಸೆ ಕೊನೆ ಸಮೇತ ಕಾಯಿಗಳನ್ನು, ಮತ್ತೆ ನಲ್ಲಿ ಕಾಯಿ ಗೊನೆಗಳನ್ನು ಮಾರಾಟ ಜೋರಾಗಿಯೇ ಸಾಗಿತ್ತು ಸಂಜೆಯಾಗುತ್ತಿದ್ದಂತೆ ಭಕ್ತರ ದಂಡೇ ಮಾರುಕಟ್ಟೆಯಲ್ಲಿ ಕಂಡು ಬಂದಿತು. ಜನರ ಹೆಚ್ಚಳ ಒಂದು ಕಡೆಯಾದರೆ ಮಾರಾಟಗಾರರು ತಮ್ಮ ವಸ್ತುಗಳನ್ನು ಮಾರಾಟಕ್ಕೆ ಇಟ್ಟಿದ್ದರು. ಹಣ್ಣು, ಹೂವು, ಸಕ್ಕರೆ ಗೊಂಬೆಗಳು, ಕಾಯಿ ಸೇರಿದಂತೆ ಹಲವು ವಸ್ತುಗಳ ಬೆಲೆ ಗಗನಕ್ಕೇರಿದ್ದರೂ ಭಕ್ತರು ಖರೀದಿಸಿದರು. ಗೊಂಬೆಗಳ ಮಾರಾಟ ಸಹ ಸಂಭ್ರಮದಿಂದ ನಡೆಯಿತು, ಬೆಲೆ 120 ರೂಪಾಯಿ, 100 ಕೆ.ಜಿ. ಮಾರಾಟ ನಡೆಯಿತು. [696,726,852,963]
